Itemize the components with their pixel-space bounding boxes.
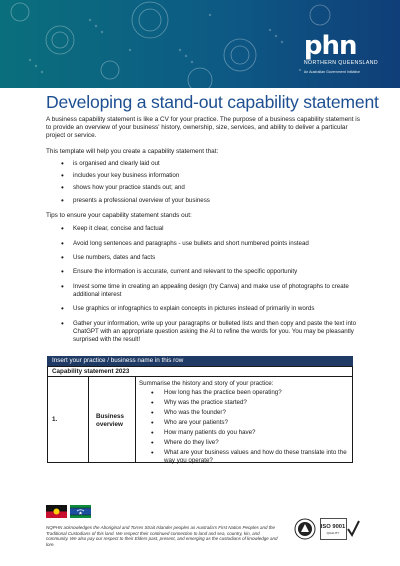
bullet-icon: • xyxy=(61,282,64,291)
bullet-icon: • xyxy=(61,304,64,313)
intro-paragraph: A business capability statement is like a CV for your practice. The purpose of a business capability statement is to provide an overview of your business' history, ownership, size, services, and ability to deliver a particular project or service. xyxy=(46,116,360,140)
bullet-icon: • xyxy=(151,448,154,457)
table-header-row[interactable]: Insert your practice / business name in this row xyxy=(47,356,353,366)
bullet-icon: • xyxy=(61,267,64,276)
bullet-icon: • xyxy=(61,224,64,233)
row-label: Business overview xyxy=(96,413,124,428)
row-number-cell xyxy=(48,377,89,462)
bullet-icon: • xyxy=(151,418,154,427)
bullet-icon: • xyxy=(151,388,154,397)
aboriginal-flag-icon xyxy=(46,505,67,518)
iso-badge xyxy=(320,518,360,540)
header-band xyxy=(0,0,400,88)
row-content-cell[interactable]: Summarise the history and story of your practice: • How long has the practice been operating? • Why was the practice started? • Who was the founder? • Who are your patients? • How many patients do you have? • Where do they live? • What are your business values and how do these translate into the way you operate? xyxy=(139,380,347,464)
bullet-icon: • xyxy=(61,239,64,248)
bullet-icon: • xyxy=(61,183,64,192)
help-lead: This template will help you create a capability statement that: xyxy=(46,148,219,155)
bullet-icon: • xyxy=(61,159,64,168)
table-row xyxy=(47,377,353,463)
torres-strait-flag-icon xyxy=(70,505,91,518)
bullet-icon: • xyxy=(61,196,64,205)
phn-logo xyxy=(303,31,378,74)
acknowledgement-text: NQPHN acknowledges the Aboriginal and Torres Strait Islander peoples as Australia's First Nation Peoples and the Traditional Custodians of this land. We respect their continued connection to land and sea, country, kin, and community. We also pay our respect to their Elders past, present, and emerging as the custodians of knowledge and lore. xyxy=(46,525,278,547)
bullet-icon: • xyxy=(61,171,64,180)
logo-wordmark: phn xyxy=(303,31,357,61)
check-icon xyxy=(348,521,359,535)
bullet-icon: • xyxy=(151,428,154,437)
iso-sub: QUALITY xyxy=(326,531,340,535)
bullet-icon: • xyxy=(61,253,64,262)
bullet-icon: • xyxy=(151,438,154,447)
table-subheader-row: Capability statement 2023 xyxy=(47,366,353,377)
row-label-cell xyxy=(88,377,136,462)
row-summary: Summarise the history and story of your practice: xyxy=(139,380,274,387)
row-number: 1. xyxy=(52,416,58,423)
iso-label: ISO 9001 xyxy=(320,524,346,530)
bullet-icon: • xyxy=(151,408,154,417)
logo-initiative: An Australian Government Initiative xyxy=(303,70,361,74)
bullet-icon: • xyxy=(151,398,154,407)
logo-region: NORTHERN QUEENSLAND xyxy=(303,60,378,66)
accreditation-seal-icon xyxy=(294,518,316,540)
bullet-icon: • xyxy=(61,319,64,328)
page-title: Developing a stand-out capability statement xyxy=(46,92,379,112)
tips-lead: Tips to ensure your capability statement stands out: xyxy=(46,212,192,219)
